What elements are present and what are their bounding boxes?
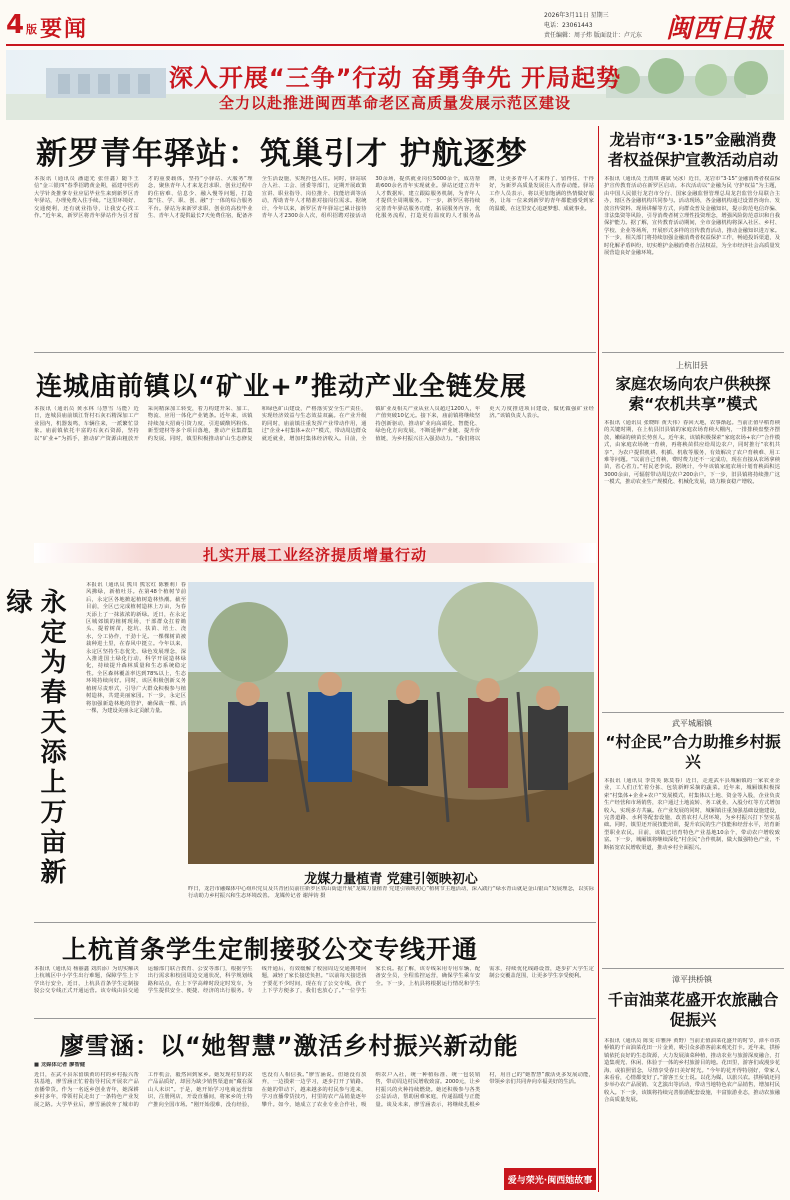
side1-headline: 龙岩市“3·15”金融消费者权益保护宣教活动启动	[607, 131, 779, 169]
article2-headline: 连城庙前镇以“矿业+”推动产业全链发展	[36, 372, 527, 402]
side3-kicker: 武平城厢镇	[672, 719, 712, 728]
article4-headline: 上杭首条学生定制接驳公交专线开通	[62, 935, 479, 964]
article1-headline: 新罗青年驿站：筑巢引才 护航逐梦	[36, 136, 528, 172]
banner-subtitle: 全力以赴推进闽西革命老区高质量发展示范区建设	[218, 94, 571, 112]
side4-kicker: 漳平拱桥镇	[672, 975, 712, 984]
column-divider	[598, 126, 599, 1192]
section-name: 要闻	[40, 17, 89, 42]
divider	[602, 712, 784, 713]
side3-headline: “村企民”合力助推乡村振兴	[605, 733, 781, 771]
side2-body: 本报讯（通讯员 张晓晖 黄天伟）春回大地，农事渐起。当前正值早稻育秧的关键时期，在上杭县旧县镇的家庭农场育秧大棚内，一排排秧盘整齐摆放，嫩绿的秧苗长势喜人。近年来，该镇积极探索“家庭农场+农户”合作模式，由家庭农场统一育秧，再将秧苗供应给周边农户，同时推行“农机共享”，为农户提供机耕、机插、机收等服务，有效解决了农户育秧难、用工难等问题。“以前自己育秧，费时费力还不一定成功，现在直接从农场拿秧苗，省心省力。”村民老李说。据统计，今年该镇家庭农场计划育秧面积达3000余亩，可辐射带动周边农户200余户。下一步，旧县镇将持续推广这一模式，推动农业生产规模化、机械化发展，助力粮食稳产增收。	[604, 420, 780, 486]
side2-headline: 家庭农场向农户供秧探索“农机共享”模式	[615, 375, 771, 413]
issue-editor: 责任编辑：周子炜 版面设计：卢元东	[544, 32, 642, 39]
divider	[34, 1018, 596, 1019]
banner-title: 深入开展“三争”行动 奋勇争先 开局起势	[168, 64, 622, 92]
side3-body: 本报讯（通讯员 李贵英 陈莫春）近日，走进武平县城厢镇的一家农业企业，工人们正忙着分拣、包装新鲜采摘的蔬菜。近年来，城厢镇积极探索“村集体+企业+农户”发展模式，村集体以土地、资金等入股，企业负责生产经营和市场销售，农户通过土地流转、务工就业、入股分红等方式增加收入，实现多方共赢。在产业发展的同时，城厢镇注重加强基础设施建设，完善道路、水利等配套设施，改善农村人居环境，为乡村振兴打下坚实基础。同时，镇里还开展技能培训，提升农民的生产技能和经营水平，培育新型职业农民。目前，该镇已培育特色产业基地10余个，带动农户增收致富。下一步，城厢镇将继续深化“村企民”合作机制，做大做强特色产业，不断拓宽农民增收渠道，推动乡村全面振兴。	[604, 778, 780, 851]
photo-caption-title: 龙媒力量植青 党建引领映初心	[304, 872, 478, 887]
masthead	[6, 4, 784, 44]
tree-planting-photo	[188, 582, 594, 864]
article4-body: 本报讯（通讯员 杨丽鑫 刘洪添）为切实解决上杭城区中小学生出行难题，保障学生上下学出行安全，近日，上杭县首条学生定制接驳公交专线正式开通运营。该专线由县交通运输部门联合教育、公安等部门，根据学生出行需求和校园周边交通状况，科学规划线路和站点，在上下学高峰时段定时发车，为学生提供安全、便捷、经济的出行服务。专线开通后，有效缓解了校园周边交通拥堵问题，减轻了家长接送负担。“以前每天接送孩子要花不少时间，现在有了公交专线，孩子上下学方便多了，我们也放心了。”一位学生家长说。据了解，该专线采用专用车辆，配备安全员，全程监控运营，确保学生乘车安全。下一步，上杭县将根据运行情况和学生需求，持续优化线路设置，逐步扩大学生定制公交覆盖范围，让更多学生享受便利。	[34, 966, 594, 995]
divider	[34, 352, 596, 353]
article5-headline: 廖雪涵：以“她智慧”激活乡村振兴新动能	[60, 1032, 519, 1060]
page-word: 版	[26, 23, 37, 36]
article3-headline: 永定为春天添上万亩新绿	[2, 588, 66, 888]
masthead-rule	[6, 44, 784, 46]
divider	[34, 922, 596, 923]
article3-body: 本报讯（通讯员 熊川 熊宏红 陈雅莉）春风拂绿，新植吐芬。在第48个植树节前后，永定区各地掀起植树造林热潮。截至目前，全区已完成植树造林上万亩，为春天添上了一抹浓浓的新绿。近日，在永定区城郊镇的植树现场，干部群众扛着锄头、提着树苗，挖坑、扶苗、培土、浇水，分工协作，干劲十足。一棵棵树苗被栽种进土里，在春风中挺立。今年以来，永定区坚持生态优先、绿色发展理念，深入推进国土绿化行动，科学开展造林绿化，持续提升森林质量和生态系统稳定性。全区森林覆盖率达到78%以上，生态环境持续向好。同时，该区积极创新义务植树尽责形式，引导广大群众积极参与植树造林，共建美丽家园。下一步，永定区将加强新造林地的管护，确保栽一棵、活一棵，为建设美丽永定贡献力量。	[86, 582, 186, 714]
page-number: 4	[6, 10, 25, 40]
article1-body: 本报讯（通讯员 潘道光 张佳鑫）随下王信“金三银四”春季招聘黄金期，福建中医药大学针灸推拿专业应届毕业生来到新罗区青年驿站，办理免费入住手续。“这里环境好、交通便利，还有就业指导，让我安心找工作。”近年来，新罗区将青年驿站作为引才留才的重要载体，坚持“小驿站、大服务”理念，聚焦青年人才来龙岩求职、创业过程中的住宿难、信息少、融入慢等问题，打造集“住、学、职、创、融”于一体的综合服务平台。驿站为来新罗求职、创业的高校毕业生、青年人才提供最长7天免费住宿，配备齐全生活设施，实现拎包入住。同时，驿站联合人社、工会、团委等部门，定期开展政策宣讲、职业指导、岗位推介、技能培训等活动，帮助青年人才精准对接岗位需求。据统计，今年以来，新罗区青年驿站已累计接待青年人才2300余人次，组织招聘对接活动30余场，提供就业岗位5000余个，成功帮助600余名青年实现就业。驿站还建立青年人才数据库，建立跟踪服务机制，为青年人才提供全周期服务。下一步，新罗区将持续完善青年驿站服务功能，拓展服务内容，优化服务流程，打造更有温度的人才服务品牌，让更多青年人才来得了、留得住、干得好，为新罗高质量发展注入青春动能。驿站工作人员表示，将以更加饱满的热情做好服务，让每一位来到新罗的青年都能感受到家的温暖，在这里安心追逐梦想、成就事业。	[34, 176, 594, 220]
article5-body: 近日，在武平县东留镇黄坊村的乡村振兴帮扶基地，廖雪涵正忙着指导村民开展农产品直播带货。作为一名返乡创业青年，她深耕乡村多年，带领村民走出了一条特色产业发展之路。大学毕业后，廖雪涵放弃了城市的工作机会，毅然回到家乡。她发现村里的农产品品质好，却因为缺少销售渠道而“藏在深山人未识”。于是，她开始学习电商运营知识，注册网店，开设直播间，将家乡的土特产推向全国市场。“刚开始很难，没有经验，也没有人相信我。”廖雪涵说。但她没有放弃，一边摸索一边学习，逐步打开了销路。在她的带动下，越来越多的村民参与进来，学习直播带货技巧，村里的农产品销量逐年攀升。如今，她成立了农业专业合作社，吸纳农户入社，统一种植标准、统一包装销售，带动周边村民增收致富。2000元，让乡村振兴的火种持续燃烧。她还积极参与各类公益活动，帮助困难家庭，传递温暖与正能量。谈及未来，廖雪涵表示，将继续扎根乡村，用自己的“她智慧”激活更多发展动能，带领乡亲们共同奔向幸福美好的生活。	[34, 1072, 594, 1108]
side2-kicker: 上杭旧县	[676, 361, 708, 370]
photo-caption-text: 昨日，龙岩市融媒体中心组织党员及共青团员前往新罗区铁山街道开展“龙媒力量植青 党建引领映初心”植树节主题活动，深入践行“绿水青山就是金山银山”发展理念，以实际行动助力乡村振兴和生态环境改善。 龙媒传记者 谢萍钧 摄	[188, 886, 594, 900]
section-bar	[34, 543, 596, 563]
side4-headline: 千亩油菜花盛开农旅融合促振兴	[607, 991, 779, 1029]
issue-phone: 电话：23061443	[544, 22, 593, 29]
article2-body: 本报讯（通讯员 黄水林 马慧雪 马能）近日，连城县庙前镇江背村石灰石精深加工产业园内，机器轰鸣，车辆往来，一派繁忙景象。庙前镇依托丰富的石灰石资源，坚持以“矿业+”为抓手，推动矿产资源由粗放开采向精深加工转变，着力构建开采、加工、物流、应用一体化产业链条。近年来，该镇持续加大招商引资力度，引进碳酸钙粉体、新型建材等多个项目落地，推动产业集群集约发展。同时，镇里积极推动矿山生态修复和绿色矿山建设，严格落实安全生产责任，实现经济效益与生态效益双赢。在产业升级的同时，庙前镇注重发挥产业带动作用，通过“企业+村集体+农户”模式，带动周边群众就近就业，增加村集体经济收入。目前，全镇矿业及相关产业从业人员超过1200人，年产值突破10亿元。接下来，庙前镇将继续坚持创新驱动，推动矿业向高端化、智能化、绿色化方向发展，不断延伸产业链、提升价值链，为乡村振兴注入强劲动力。“我们将以更大力度推进项目建设，做优做强矿业经济。”该镇负责人表示。	[34, 406, 594, 442]
newspaper-logo: 闽西日报	[666, 14, 775, 44]
side1-body: 本报讯（通讯员 王雨琪 谢斌 吴冰）近日，龙岩市“3·15”金融消费者权益保护宣传教育活动在新罗区启动。本次活动以“金融为民 守护权益”为主题，由中国人民银行龙岩市分行、国家金融监督管理总局龙岩监管分局联合主办，辖区各金融机构共同参与。活动现场，各金融机构通过设置咨询台、发放宣传资料、现场讲解等方式，向群众普及金融知识，提示防范电信诈骗、非法集资等风险，引导消费者树立理性投资理念，增强风险防范意识和自我保护能力。据了解，宣传教育活动期间，全市金融机构将深入社区、乡村、学校、企业等场所，开展形式多样的宣传教育活动，推动金融知识进万家。下一步，相关部门将持续加强金融消费者权益保护工作，畅通投诉渠道，及时化解矛盾纠纷，切实维护金融消费者合法权益，为全市经济社会高质量发展营造良好金融环境。	[604, 176, 780, 257]
side4-body: 本报讯（通讯员 陈雯 许雅萍 黄野）当前正值油菜花盛开的时节，漳平市拱桥镇的千亩油菜花田一片金黄，吸引众多游客前来观光打卡。近年来，拱桥镇依托良好的生态资源，大力发展油菜种植，推动农业与旅游深度融合，打造集观光、休闲、体验于一体的乡村旅游目的地。花田里，游客们或漫步花海、或拍照留念，尽情享受春日美好时光。“今年的花开得特别好，带家人来看看，心情都变好了。”游客王女士说。以花为媒，以旅兴农。拱桥镇还同步举办农产品展销、文艺演出等活动，带动当地特色农产品销售，增加村民收入。下一步，该镇将持续完善旅游配套设施，丰富旅游业态，推动农旅融合高质量发展。	[604, 1038, 780, 1104]
banner	[6, 50, 784, 120]
article5-kicker: ■ 龙媒体记者 廖智健	[34, 1062, 86, 1068]
issue-date: 2026年3月11日 星期三	[544, 12, 609, 19]
divider	[602, 968, 784, 969]
series-badge-label: 爱与荣光·闽西她故事	[507, 1176, 593, 1186]
series-badge	[504, 1168, 596, 1190]
section-bar-label: 扎实开展工业经济提质增量行动	[202, 546, 427, 564]
divider	[602, 352, 784, 353]
news-photo	[188, 582, 594, 864]
